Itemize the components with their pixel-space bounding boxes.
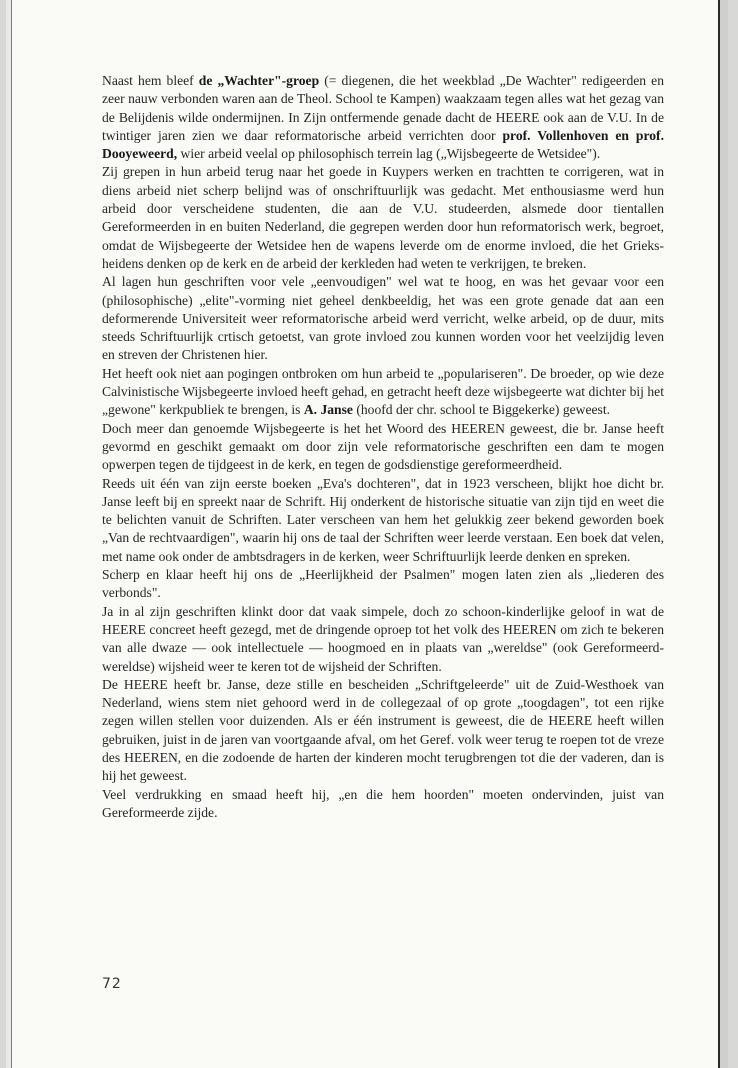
paragraph — [102, 475, 664, 566]
text-run: Zij grepen in hun arbeid terug naar het goede in Kuypers werken en trachtten te corrigeren, wat in diens arbeid niet scherp belijnd was of onschriftuurlijk was gedacht. Met enthousiasme werd hun arbeid door verscheidene studenten, die aan de V.U. studeerden, alsmede door tientallen Gereformeerden in en buiten Nederland, die gegrepen werden door hun reformatorisch werk, begroet, omdat de Wijsbegeerte der Wetsidee hen de wapens leverde om de enorme invloed, die het Grieks-heidens denken op de kerk en de arbeid der kerkleden had weten te verkrijgen, te breken. — [102, 164, 664, 271]
text-run: Reeds uit één van zijn eerste boeken „Eva's dochteren", dat in 1923 verscheen, blijkt hoe dicht br. Janse leeft bij en spreekt naar de Schrift. Hij onderkent de historische situatie van zijn tijd en weet die te belichten vanuit de Schriften. Later verscheen van hem het gelukkig zeer bekend geworden boek „Van de rechtvaardigen", waarin hij ons de taal der Schriften weer leerde verstaan. Een boek dat velen, met name ook onder de ambtsdragers in de kerken, weer Schriftuurlijk leerde denken en spreken. — [102, 475, 664, 564]
text-run: Naast hem bleef — [102, 73, 199, 88]
paragraph — [102, 365, 664, 420]
text-run: (= diegenen, die het weekblad „De Wachter" redigeerden en zeer nauw verbonden waren aan de Theol. School te Kampen) waakzaam tegen alles wat het gezag van de Belijdenis wilde ondermijnen. In Zijn ontfermende genade dacht de HEERE ook aan de V.U. In de twintiger jaren zien we daar reformatorische arbeid verrichten door — [102, 73, 665, 143]
text-run: Scherp en klaar heeft hij ons de „Heerlijkheid der Psalmen" mogen laten zien als „liederen des verbonds". — [102, 567, 664, 601]
text-run: Veel verdrukking en smaad heeft hij, „en die hem hoorden" moeten ondervinden, juist van Gereformeerde zijde. — [102, 786, 664, 820]
text-run: Het heeft ook niet aan pogingen ontbroken om hun arbeid te „populariseren". De broeder, op wie deze Calvinistische Wijsbegeerte invloed heeft gehad, en getracht heeft deze wijsbegeerte wat dichter bij het „gewone" kerkpubliek te brengen, is — [102, 365, 664, 418]
paragraph — [102, 603, 664, 676]
emphasis: de „Wachter"-groep — [198, 73, 320, 88]
text-run: (hoofd der chr. school te Biggekerke) geweest. — [352, 402, 610, 418]
page-right-edge — [718, 0, 728, 1068]
emphasis: prof. Vollenhoven en prof. Dooyeweerd, — [102, 127, 664, 162]
paragraph — [102, 786, 664, 823]
paragraph — [102, 163, 664, 273]
text-run: Ja in al zijn geschriften klinkt door dat vaak simpele, doch zo schoon-kinderlijke geloof in wat de HEERE concreet heeft gezegd, met de dringende oproep tot het volk des HEEREN om zich te bekeren van alle dwaze — ook intellectuele — hoogmoed en in plaats van „wereldse" (ook Gereformeerd-wereldse) wijsheid weer te keren tot de wijsheid der Schriften. — [102, 603, 664, 674]
paragraph — [102, 676, 664, 786]
text-run: Doch meer dan genoemde Wijsbegeerte is het het Woord des HEEREN geweest, die br. Janse heeft gevormd en geschikt gemaakt om door zijn vele reformatorische geschriften een dam te mogen opwerpen tegen de tijdgeest in de kerk, en tegen de godsdienstige gereformeerdheid. — [102, 420, 664, 473]
paragraph — [102, 72, 664, 163]
text-run: Al lagen hun geschriften voor vele „eenvoudigen" wel wat te hoog, en was het gevaar voor een (philosophische) „elite"-vorming niet geheel denkbeeldig, het was een grote genade dat aan een deformerende Universiteit weer reformatorische arbeid werd verricht, welke arbeid, op de duur, mits steeds Schriftuurlijk crtisch getoetst, van grote invloed zou kunnen worden voor het veelzijdig leven en streven der Christenen hier. — [102, 274, 664, 363]
page-left-edge — [6, 0, 12, 1068]
paragraph — [102, 420, 664, 475]
text-run: De HEERE heeft br. Janse, deze stille en bescheiden „Schriftgeleerde" uit de Zuid-Westhoek van Nederland, wiens stem niet gehoord werd in de collegezaal of op grote „toogdagen", tot een rijke zegen willen stellen voor duizenden. Als er één instrument is geweest, die de HEERE heeft willen gebruiken, juist in de jaren van voortgaande afval, om het Geref. volk weer terug te roepen tot de vreze des HEEREN, en die zodoende de harten der kinderen mocht terugbrengen tot die der vaderen, dan is hij het geweest. — [102, 676, 664, 784]
text-run: wier arbeid veelal op philosophisch terrein lag („Wijsbegeerte de Wetsidee"). — [177, 146, 601, 162]
page-number: 72 — [102, 976, 122, 992]
paragraph — [102, 273, 664, 364]
emphasis: A. Janse — [303, 402, 353, 418]
paragraph — [102, 566, 664, 603]
book-page — [6, 0, 728, 1068]
body-text — [102, 72, 664, 822]
